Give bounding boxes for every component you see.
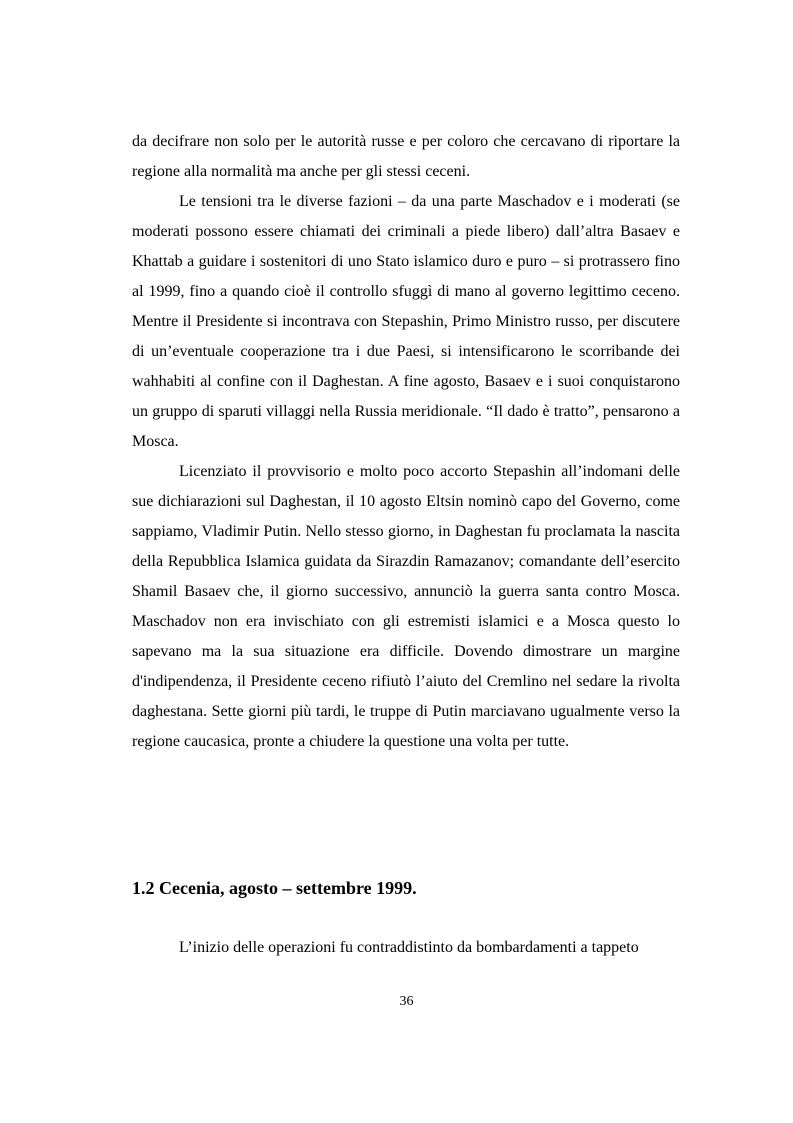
paragraph-factions-tensions: Le tensioni tra le diverse fazioni – da una parte Maschadov e i moderati (se moderati possono essere chiamati dei criminali a piede libero) dall’altra Basaev e Khattab a guidare i sostenitori di uno Stato islamico duro e puro – si protrassero fino al 1999, fino a quando cioè il controllo sfuggì di mano al governo legittimo ceceno. Mentre il Presidente si incontrava con Stepashin, Primo Ministro russo, per discutere di un’eventuale cooperazione tra i due Paesi, si intensificarono le scorribande dei wahhabiti al confine con il Daghestan. A fine agosto, Basaev e i suoi conquistarono un gruppo di sparuti villaggi nella Russia meridionale. “Il dado è tratto”, pensarono a Mosca. bbox=[132, 193, 680, 450]
page-number: 36 bbox=[399, 994, 414, 1009]
paragraph-putin-appointment: Licenziato il provvisorio e molto poco accorto Stepashin all’indomani delle sue dichiarazioni sul Daghestan, il 10 agosto Eltsin nominò capo del Governo, come sappiamo, Vladimir Putin. Nello stesso giorno, in Daghestan fu proclamata la nascita della Repubblica Islamica guidata da Sirazdin Ramazanov; comandante dell’esercito Shamil Basaev che, il giorno successivo, annunciò la guerra santa contro Mosca. Maschadov non era invischiato con gli estremisti islamici e a Mosca questo lo sapevano ma la sua situazione era difficile. Dovendo dimostrare un margine d'indipendenza, il Presidente ceceno rifiutò l’aiuto del Cremlino nel sedare la rivolta daghestana. Sette giorni più tardi, le truppe di Putin marciavano ugualmente verso la regione caucasica, pronte a chiudere la questione una volta per tutte. bbox=[132, 463, 680, 750]
paragraph-continuation: da decifrare non solo per le autorità russe e per coloro che cercavano di riportare la regione alla normalità ma anche per gli stessi ceceni. bbox=[132, 133, 680, 180]
section-heading: 1.2 Cecenia, agosto – settembre 1999. bbox=[132, 878, 417, 898]
body-text bbox=[132, 127, 680, 757]
paragraph-operations-start: L’inizio delle operazioni fu contraddistinto da bombardamenti a tappeto bbox=[179, 939, 639, 956]
